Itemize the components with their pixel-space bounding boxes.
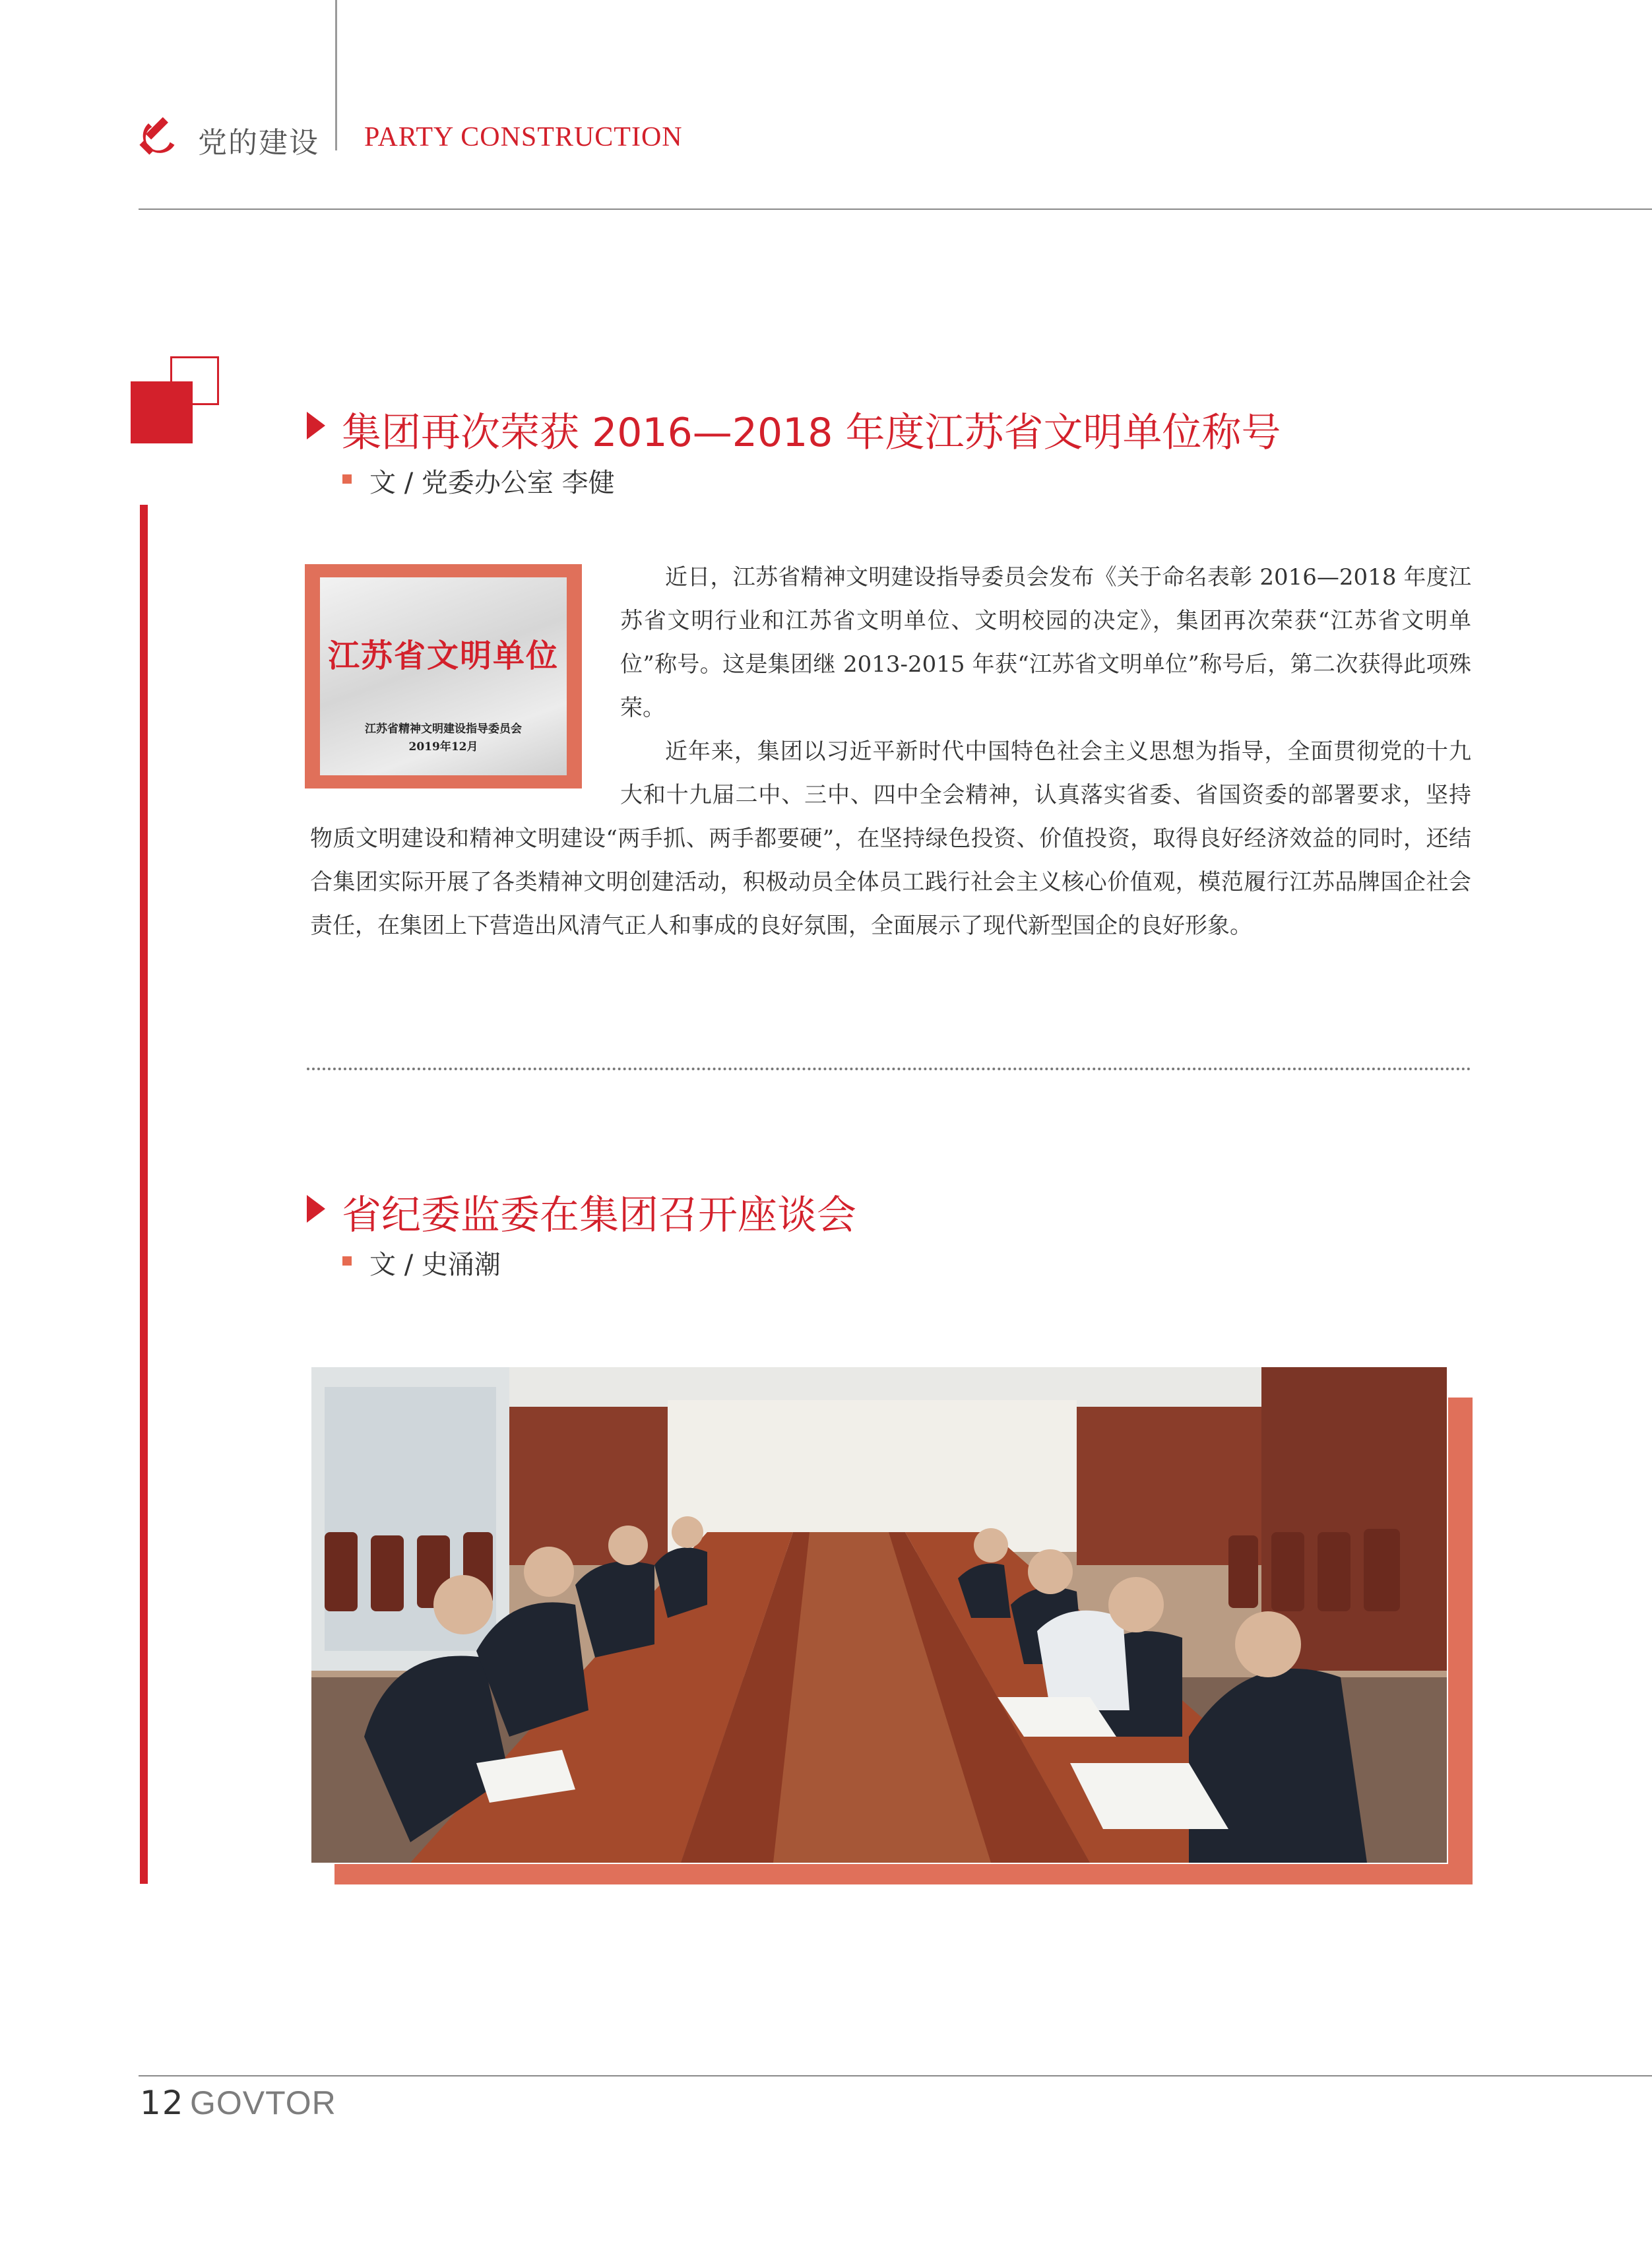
party-emblem-icon [136,113,181,158]
article-byline: 文 / 史涌潮 [369,1250,501,1280]
section-divider [307,1068,1471,1070]
plaque-date: 2019年12月 [408,740,478,754]
article-paragraph: 近年来，集团以习近平新时代中国特色社会主义思想为指导，全面贯彻党的十九大和十九届二中、三中、四中全会精神，认真落实省委、省国资委的部署要求，坚持物质文明建设和精神文明建设“两手抓、两手都要硬”，在坚持绿色投资、价值投资，取得良好经济效益的同时，还结合集团实际开展了各类精神文明创建活动，积极动员全体员工践行社会主义核心价值观，模范履行江苏品牌国企社会责任，在集团上下营造出风清气正人和事成的良好氛围，全面展示了现代新型国企的良好形象。 [310,738,1471,939]
left-accent-bar [140,505,148,1884]
article-title: 省纪委监委在集团召开座谈会 [342,1192,856,1239]
section-title-en: PARTY CONSTRUCTION [364,122,683,152]
article-title: 集团再次荣获 2016—2018 年度江苏省文明单位称号 [342,410,1281,456]
brand-logo: GOVTOR [190,2084,336,2121]
meeting-photo [310,1366,1448,1864]
heading-triangle-icon [307,412,325,439]
heading-triangle-icon [307,1195,325,1223]
byline-square-icon [342,1256,352,1266]
header-rule [139,209,1652,210]
footer-rule [139,2075,1652,2076]
header-vertical-line [335,0,337,150]
byline-square-icon [342,474,352,484]
plaque-title: 江苏省文明单位 [327,637,559,674]
article-paragraph: 近日，江苏省精神文明建设指导委员会发布《关于命名表彰 2016—2018 年度江苏省文明行业和江苏省文明单位、文明校园的决定》，集团再次荣获“江苏省文明单位”称号。这是集团继 2013-2015 年获“江苏省文明单位”称号后，第二次获得此项殊荣。 [620,564,1471,721]
section-title-cn: 党的建设 [198,126,319,160]
article-byline: 文 / 党委办公室 李健 [369,468,615,498]
decor-red-square [131,381,193,443]
plaque-issuer: 江苏省精神文明建设指导委员会 [365,723,522,736]
page-number: 12 [140,2084,185,2122]
